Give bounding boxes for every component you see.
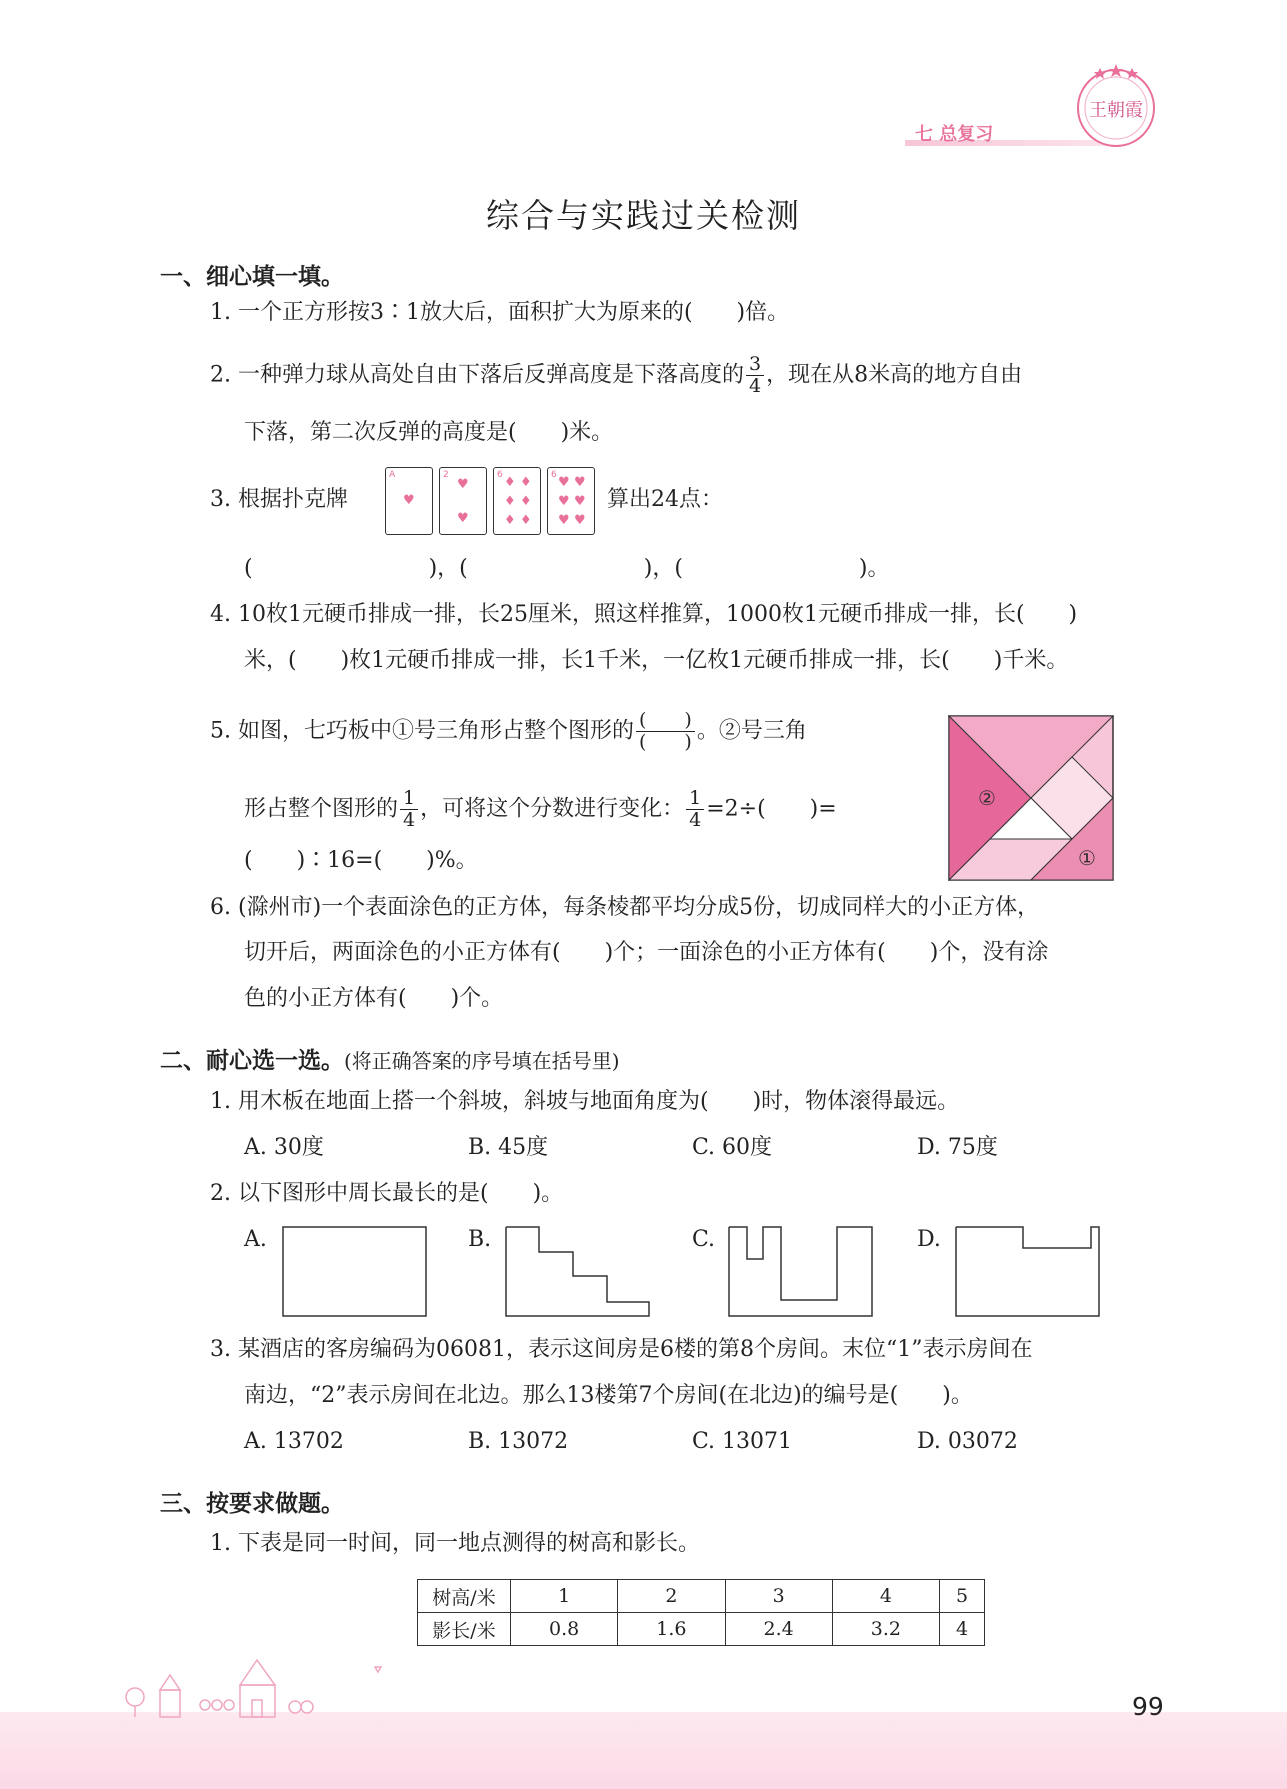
s1-q6-line2: 切开后，两面涂色的小正方体有( )个；一面涂色的小正方体有( )个，没有涂 bbox=[244, 940, 1049, 965]
fraction-1-4: $\frac{1}{4}$ bbox=[400, 788, 418, 831]
tangram-label-1: ① bbox=[1078, 846, 1096, 870]
tree-shadow-table bbox=[417, 1579, 985, 1646]
s2-q3-line2: 南边，“2”表示房间在北边。那么13楼第7个房间(在北边)的编号是( )。 bbox=[244, 1383, 973, 1408]
s2-q3-option-d[interactable]: D. 03072 bbox=[917, 1429, 1018, 1454]
row-label-shadow-length: 影长/米 bbox=[418, 1613, 511, 1646]
s1-q3-line2: ( )，( )，( )。 bbox=[244, 556, 890, 581]
fraction-blank: $\frac{( )}{( )}$ bbox=[636, 710, 695, 753]
s2-q3-option-c[interactable]: C. 13071 bbox=[692, 1429, 793, 1454]
s2-q1-option-a[interactable]: A. 30度 bbox=[244, 1135, 324, 1160]
page-header bbox=[0, 0, 1287, 160]
card-six-hearts: 6 ♥ ♥ ♥ ♥ ♥ ♥ bbox=[547, 467, 595, 535]
card-ace-hearts: A ♥ bbox=[385, 467, 433, 535]
s2-q1-option-d[interactable]: D. 75度 bbox=[917, 1135, 998, 1160]
table-cell: 1.6 bbox=[618, 1613, 725, 1646]
table-cell: 4 bbox=[832, 1580, 939, 1613]
logo-seal bbox=[1070, 58, 1162, 150]
s2-q2-option-d[interactable]: D. bbox=[917, 1227, 941, 1252]
footer-band bbox=[0, 1712, 1287, 1789]
s2-q2: 2. 以下图形中周长最长的是( )。 bbox=[210, 1181, 564, 1206]
shape-c-notched bbox=[728, 1226, 874, 1318]
svg-text:王朝霞: 王朝霞 bbox=[1089, 100, 1143, 121]
s1-q3-after-cards: 算出24点： bbox=[607, 487, 723, 512]
table-cell: 2 bbox=[618, 1580, 725, 1613]
s3-q1: 1. 下表是同一时间，同一地点测得的树高和影长。 bbox=[210, 1531, 700, 1556]
s1-q5-line3: ( )∶16=( )%。 bbox=[244, 848, 478, 873]
page-number: 99 bbox=[1132, 1692, 1164, 1721]
fraction-1-4-b: $\frac{1}{4}$ bbox=[686, 788, 704, 831]
footer-town-decoration bbox=[115, 1645, 415, 1720]
table-cell: 1 bbox=[511, 1580, 618, 1613]
page-title: 综合与实践过关检测 bbox=[486, 196, 801, 235]
tangram-label-2: ② bbox=[978, 786, 996, 810]
tangram-figure bbox=[948, 715, 1114, 881]
table-cell: 5 bbox=[940, 1580, 985, 1613]
s1-q5-line2: 形占整个图形的 $\frac{1}{4}$ ，可将这个分数进行变化： $\frac{1}{4}$ =2÷( )= bbox=[244, 787, 837, 831]
s1-q1: 1. 一个正方形按3∶1放大后，面积扩大为原来的( )倍。 bbox=[210, 300, 790, 325]
s2-q1-option-c[interactable]: C. 60度 bbox=[692, 1135, 773, 1160]
fraction-3-4: $\frac{3}{4}$ bbox=[746, 354, 764, 397]
table-cell: 3 bbox=[725, 1580, 832, 1613]
shape-a-rectangle bbox=[282, 1226, 428, 1318]
table-cell: 3.2 bbox=[832, 1613, 939, 1646]
s1-q4-line1: 4. 10枚1元硬币排成一排，长25厘米，照这样推算，1000枚1元硬币排成一排，长( ) bbox=[210, 602, 1078, 627]
s2-q2-option-c[interactable]: C. bbox=[692, 1227, 716, 1252]
table-cell: 2.4 bbox=[725, 1613, 832, 1646]
shape-d-notched bbox=[955, 1226, 1101, 1318]
s2-q2-option-b[interactable]: B. bbox=[468, 1227, 492, 1252]
s1-q6-line3: 色的小正方体有( )个。 bbox=[244, 986, 504, 1011]
s1-q2-line2: 下落，第二次反弹的高度是( )米。 bbox=[244, 420, 614, 445]
table-row bbox=[418, 1580, 985, 1613]
s2-q1-option-b[interactable]: B. 45度 bbox=[468, 1135, 549, 1160]
s2-q1: 1. 用木板在地面上搭一个斜坡，斜坡与地面角度为( )时，物体滚得最远。 bbox=[210, 1089, 960, 1114]
section1-heading: 一、细心填一填。 bbox=[160, 264, 344, 290]
poker-cards bbox=[383, 465, 598, 537]
s2-q2-option-a[interactable]: A. bbox=[244, 1227, 267, 1252]
table-cell: 0.8 bbox=[511, 1613, 618, 1646]
s2-q3-line1: 3. 某酒店的客房编码为06081，表示这间房是6楼的第8个房间。末位“1”表示房间在 bbox=[210, 1337, 1033, 1362]
card-two-hearts: 2 ♥ ♥ bbox=[439, 467, 487, 535]
s1-q4-line2: 米，( )枚1元硬币排成一排，长1千米，一亿枚1元硬币排成一排，长( )千米。 bbox=[244, 648, 1069, 673]
s2-q3-option-b[interactable]: B. 13072 bbox=[468, 1429, 569, 1454]
s1-q6-line1: 6. (滁州市)一个表面涂色的正方体，每条棱都平均分成5份，切成同样大的小正方体， bbox=[210, 895, 1040, 920]
row-label-tree-height: 树高/米 bbox=[418, 1580, 511, 1613]
card-six-diamonds: 6 ♦ ♦ ♦ ♦ ♦ ♦ bbox=[493, 467, 541, 535]
chapter-label: 七 总复习 bbox=[915, 124, 994, 145]
section2-heading: 二、耐心选一选。(将正确答案的序号填在括号里) bbox=[160, 1048, 620, 1074]
table-row bbox=[418, 1613, 985, 1646]
table-cell: 4 bbox=[940, 1613, 985, 1646]
section3-heading: 三、按要求做题。 bbox=[160, 1491, 344, 1517]
s1-q2-line1: 2. 一种弹力球从高处自由下落后反弹高度是下落高度的 $\frac{3}{4}$ ，现在从8米高的地方自由 bbox=[210, 353, 1023, 397]
s1-q3-line1: 3. 根据扑克牌 bbox=[210, 487, 348, 512]
shape-b-staircase bbox=[505, 1226, 651, 1318]
s2-q3-option-a[interactable]: A. 13702 bbox=[244, 1429, 344, 1454]
s1-q5-line1: 5. 如图，七巧板中①号三角形占整个图形的 $\frac{( )}{( )}$ 。②号三角 bbox=[210, 709, 807, 753]
